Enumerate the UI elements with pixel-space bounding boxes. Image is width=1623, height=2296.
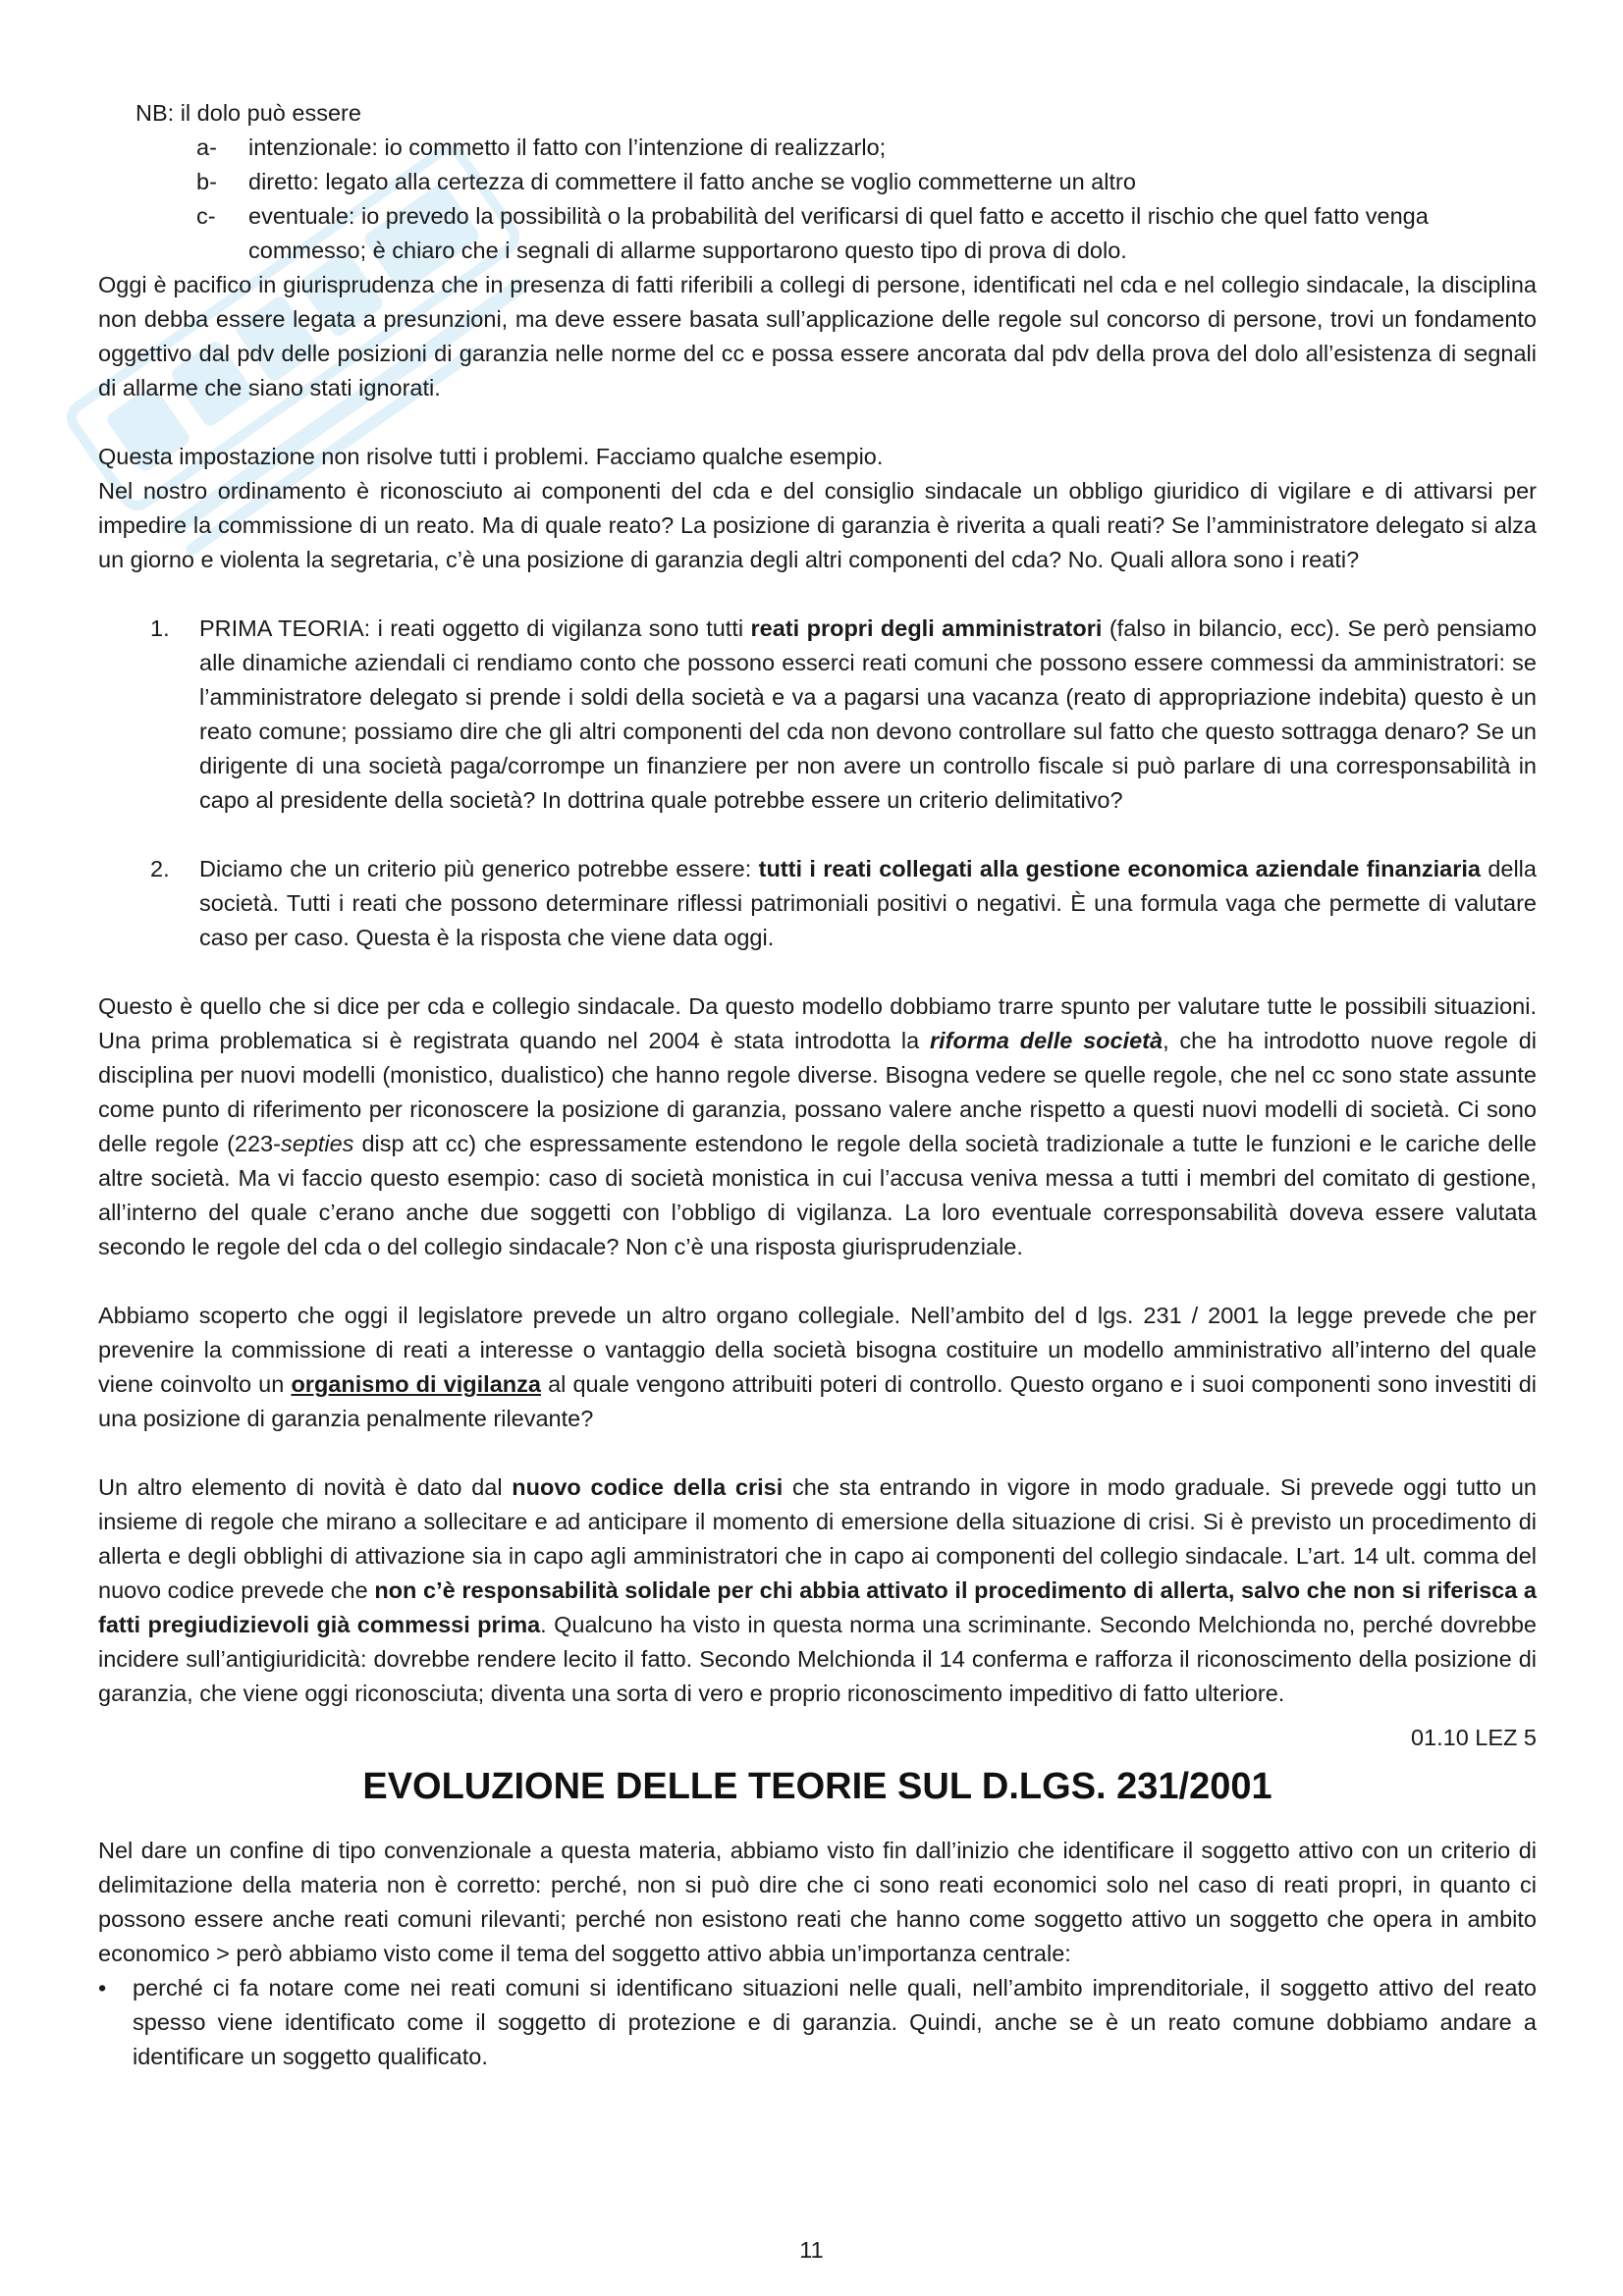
paragraph: Nel dare un confine di tipo convenzionale a questa materia, abbiamo visto fin dall’inizio che identificare il soggetto attivo con un criterio di delimitazione della materia non è corretto: perché, non si può dire che ci sono reati economici solo nel caso di reati propri, in quanto ci possono essere anche reati comuni rilevanti; perché non esistono reati che hanno come soggetto attivo un soggetto che opera in ambito economico > però abbiamo visto come il tema del soggetto attivo abbia un’importanza centrale: bbox=[98, 1838, 1537, 1966]
list-item: a- intenzionale: io commetto il fatto con l’intenzione di realizzarlo; bbox=[196, 134, 887, 160]
list-item: • perché ci fa notare come nei reati comuni si identificano situazioni nelle quali, nell’ambito imprenditoriale, il soggetto attivo del reato spesso viene identificato come il soggetto di protezione e di garanzia. Quindi, anche se è un reato comune dobbiamo andare a identificare un soggetto qualificato. bbox=[98, 1975, 1537, 2069]
list-item: b- diretto: legato alla certezza di commettere il fatto anche se voglio commetterne un altro bbox=[196, 169, 1136, 194]
lesson-date: 01.10 LEZ 5 bbox=[1410, 1725, 1537, 1750]
paragraph: Questo è quello che si dice per cda e collegio sindacale. Da questo modello dobbiamo trarre spunto per valutare tutte le possibili situazioni. Una prima problematica si è registrata quando nel 2004 è stata introdotta la riforma delle società, che ha introdotto nuove regole di disciplina per nuovi modelli (monistico, dualistico) che hanno regole diverse. Bisogna vedere se quelle regole, che nel cc sono state assunte come punto di riferimento per riconoscere la posizione di garanzia, possano valere anche rispetto a questi nuovi modelli di società. Ci sono delle regole (223-septies disp att cc) che espressamente estendono le regole della società tradizionale a tutte le funzioni e le cariche delle altre società. Ma vi faccio questo esempio: caso di società monistica in cui l’accusa veniva messa a tutti i membri del comitato di gestione, all’interno del quale c’erano anche due soggetti con l’obbligo di vigilanza. La loro eventuale corresponsabilità doveva essere valutata secondo le regole del cda o del collegio sindacale? Non c’è una risposta giurisprudenziale. bbox=[98, 993, 1538, 1259]
paragraph: Un altro elemento di novità è dato dal nuovo codice della crisi che sta entrando in vigore in modo graduale. Si prevede oggi tutto un insieme di regole che mirano a sollecitare e ad anticipare il momento di emersione della situazione di crisi. Si è previsto un procedimento di allerta e degli obblighi di attivazione sia in capo agli amministratori che in capo ai componenti del collegio sindacale. L’art. 14 ult. comma del nuovo codice prevede che non c’è responsabilità solidale per chi abbia attivato il procedimento di allerta, salvo che non si riferisca a fatti pregiudizievoli già commessi prima. Qualcuno ha visto in questa norma una scriminante. Secondo Melchionda no, perché dovrebbe incidere sull’antigiuridicità: dovrebbe rendere lecito il fatto. Secondo Melchionda il 14 conferma e rafforza il riconoscimento della posizione di garanzia, che viene oggi riconosciuta; diventa una sorta di vero e proprio riconoscimento impeditivo di fatto ulteriore. bbox=[98, 1474, 1538, 1706]
paragraph: Oggi è pacifico in giurisprudenza che in presenza di fatti riferibili a collegi di persone, identificati nel cda e nel collegio sindacale, la disciplina non debba essere legata a presunzioni, ma deve essere basata sull’applicazione delle regole sul concorso di persone, trovi un fondamento oggettivo dal pdv delle posizioni di garanzia nelle norme del cc e possa essere ancorata dal pdv della prova del dolo all’esistenza di segnali di allarme che siano stati ignorati. bbox=[98, 272, 1537, 400]
list-item: 2. Diciamo che un criterio più generico potrebbe essere: tutti i reati collegati alla gestione economica aziendale finanziaria della società. Tutti i reati che possono determinare riflessi patrimoniali positivi o negativi. È una formula vaga che permette di valutare caso per caso. Questa è la risposta che viene data oggi. bbox=[150, 856, 1537, 950]
paragraph: Nel nostro ordinamento è riconosciuto ai componenti del cda e del consiglio sindacale un obbligo giuridico di vigilare e di attivarsi per impedire la commissione di un reato. Ma di quale reato? La posizione di garanzia è riverita a quali reati? Se l’amministratore delegato si alza un giorno e violenta la segretaria, c’è una posizione di garanzia degli altri componenti del cda? No. Quali allora sono i reati? bbox=[98, 478, 1537, 572]
bullet-list bbox=[98, 1971, 1537, 2074]
nb-intro: NB: il dolo può essere bbox=[135, 100, 361, 126]
document-body bbox=[98, 96, 1537, 2074]
paragraph: Questa impostazione non risolve tutti i problemi. Facciamo qualche esempio. bbox=[98, 444, 884, 469]
nb-list bbox=[98, 131, 1537, 268]
nb-section bbox=[98, 96, 1537, 268]
section-heading: EVOLUZIONE DELLE TEORIE SUL D.LGS. 231/2001 bbox=[362, 1766, 1272, 1807]
list-item: c- eventuale: io prevedo la possibilità o la probabilità del verificarsi di quel fatto e accetto il rischio che quel fatto venga commesso; è chiaro che i segnali di allarme supportarono questo tipo di prova di dolo. bbox=[196, 203, 1429, 263]
page-number: 11 bbox=[799, 2237, 824, 2263]
list-item: 1. PRIMA TEORIA: i reati oggetto di vigilanza sono tutti reati propri degli amministratori (falso in bilancio, ecc). Se però pensiamo alle dinamiche aziendali ci rendiamo conto che possono esserci reati comuni che possono essere commessi da amministratori: se l’amministratore delegato si prende i soldi della società e va a pagarsi una vacanza (reato di appropriazione indebita) questo è un reato comune; possiamo dire che gli altri componenti del cda non devono controllare sul fatto che questo sottragga denaro? Se un dirigente di una società paga/corrompe un finanziere per non avere un controllo fiscale si può parlare di una corresponsabilità in capo al presidente della società? In dottrina quale potrebbe essere un criterio delimitativo? bbox=[150, 615, 1538, 813]
paragraph: Abbiamo scoperto che oggi il legislatore prevede un altro organo collegiale. Nell’ambito del d lgs. 231 / 2001 la legge prevede che per prevenire la commissione di reati a interesse o vantaggio della società bisogna costituire un modello amministrativo all’interno del quale viene coinvolto un organismo di vigilanza al quale vengono attribuiti poteri di controllo. Questo organo e i suoi componenti sono investiti di una posizione di garanzia penalmente rilevante? bbox=[98, 1303, 1537, 1431]
theories-list bbox=[98, 612, 1537, 955]
